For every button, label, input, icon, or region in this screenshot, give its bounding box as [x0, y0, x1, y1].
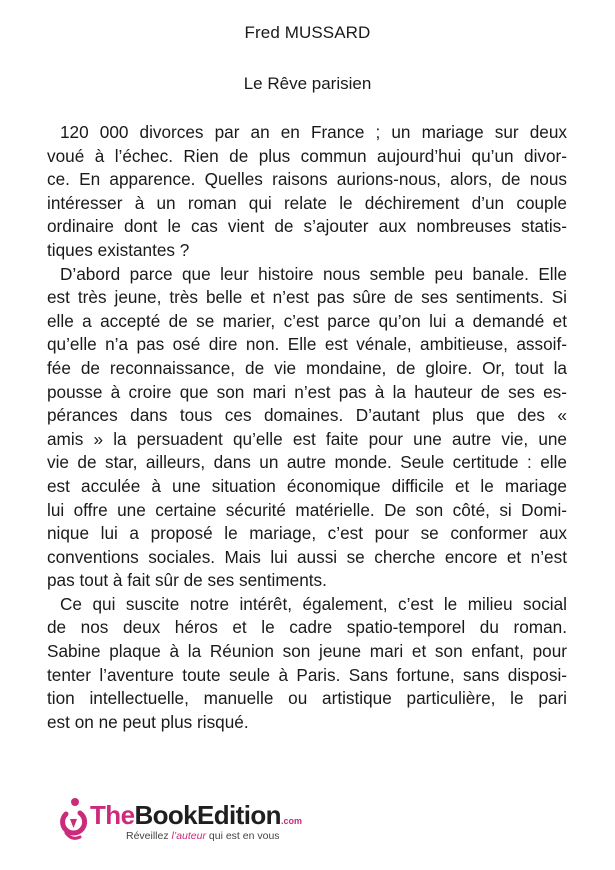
brand-name [90, 800, 302, 831]
text-line: vie de star, ailleurs, dans un autre monde. Seule certitude : elle [47, 452, 567, 473]
text-line: fée de reconnaissance, de vie mondaine, de gloire. Or, tout la [47, 357, 567, 378]
blurb-text [47, 121, 567, 734]
text-line: est on ne peut plus risqué. [47, 711, 249, 732]
text-line: lui offre une certaine sécurité matérielle. De son côté, si Domi- [47, 499, 567, 520]
text-line: tenter l’aventure toute seule à Paris. Sans fortune, sans disposi- [47, 664, 567, 685]
text-line: tiques existantes ? [47, 239, 190, 260]
text-line: de nos deux héros et le cadre spatio-temporel du roman. [47, 617, 567, 638]
text-line: tion intellectuelle, manuelle ou artistique particulière, le pari [47, 688, 567, 709]
thebookedition-logo-icon [58, 797, 88, 849]
brand-the: The [90, 800, 135, 830]
text-line: amis » la persuadent qu’elle est faite pour une autre vie, une [47, 428, 567, 449]
text-line: est très jeune, très belle et n’est pas sûre de ses sentiments. Si [47, 287, 567, 308]
text-line: Sabine plaque à la Réunion son jeune mari et son enfant, pour [47, 641, 567, 662]
publisher-logo [58, 797, 318, 857]
tagline-end: qui est en vous [205, 830, 280, 842]
text-line: qu’elle n’a pas osé dire non. Elle est vénale, ambitieuse, assoif- [47, 334, 567, 355]
text-line: 120 000 divorces par an en France ; un mariage sur deux [60, 122, 567, 142]
text-line: intéresser à un roman qui relate le déchirement d’un couple [47, 192, 567, 213]
book-title: Le Rêve parisien [243, 74, 372, 93]
tagline-accent: l’auteur [171, 830, 206, 842]
brand-com: .com [280, 816, 302, 826]
text-line: pas tout à fait sûr de ses sentiments. [47, 570, 327, 591]
author-name: Fred MUSSARD [244, 23, 371, 42]
text-line: ordinaire dont le cas vient de s’ajouter aux nombreuses statis- [47, 216, 567, 237]
text-line: elle a accepté de se marier, c’est parce qu’on lui a demandé et [47, 310, 567, 331]
text-line: pousse à croire que son mari n’est pas à la hauteur de ses es- [47, 381, 567, 402]
text-line: nique lui a proposé le mariage, c’est pour se conformer aux [47, 523, 567, 544]
text-line: ce. En apparence. Quelles raisons aurions-nous, alors, de nous [47, 169, 567, 190]
tagline-start: Réveillez [126, 830, 172, 842]
text-line: Ce qui suscite notre intérêt, également, c’est le milieu social [60, 593, 567, 614]
text-line: voué à l’échec. Rien de plus commun aujourd’hui qu’un divor- [47, 145, 567, 166]
text-line: pérances dans tous ces domaines. D’autant plus que des « [47, 405, 567, 426]
text-line: est acculée à une situation économique difficile et le mariage [47, 475, 567, 496]
brand-tagline [126, 830, 280, 842]
text-line: conventions sociales. Mais lui aussi se cherche encore et n’est [47, 546, 567, 567]
brand-book: BookEdition [134, 800, 281, 830]
text-line: D’abord parce que leur histoire nous semble peu banale. Elle [60, 263, 567, 284]
